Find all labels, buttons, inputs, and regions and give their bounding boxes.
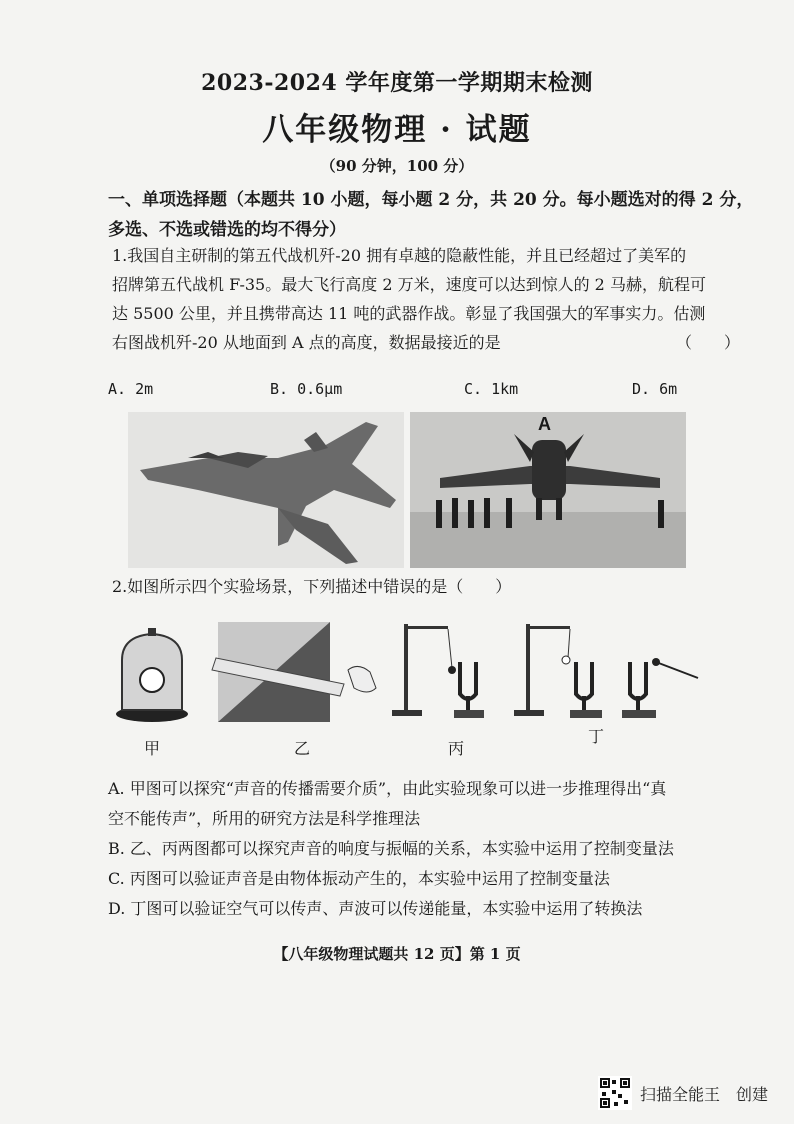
q1-line4: 右图战机歼-20 从地面到 A 点的高度，数据最接近的是 bbox=[112, 333, 501, 352]
fig-label-jia: 甲 bbox=[144, 739, 161, 758]
q1-option-b: B. 0.6μm bbox=[270, 380, 343, 398]
jet-flight-illustration bbox=[128, 412, 404, 568]
tuning-fork-figure-ding bbox=[514, 624, 698, 718]
q1-answer-paren: （ ） bbox=[675, 333, 740, 352]
q1-line2: 招牌第五代战机 F-35。最大飞行高度 2 万米，速度可以达到惊人的 2 马赫，航程可 bbox=[112, 275, 706, 294]
exam-meta: （90 分钟，100 分） bbox=[320, 157, 474, 175]
fig-label-bing: 丙 bbox=[448, 739, 465, 758]
q1-option-d: D. 6m bbox=[632, 380, 678, 398]
experiment-figures bbox=[108, 618, 718, 768]
exam-subtitle: 八年级物理 · 试题 bbox=[262, 112, 532, 148]
fig-label-ding: 丁 bbox=[588, 727, 605, 746]
q2-option-a-line2: 空不能传声”，所用的研究方法是科学推理法 bbox=[108, 809, 421, 828]
exam-title: 2023-2024 学年度第一学期期末检测 bbox=[201, 70, 593, 96]
fig-label-yi: 乙 bbox=[294, 739, 311, 758]
q2-option-b: B. 乙、丙两图都可以探究声音的响度与振幅的关系，本实验中运用了控制变量法 bbox=[108, 839, 674, 858]
qr-code-icon bbox=[598, 1076, 632, 1110]
scanner-brand-text: 扫描全能王 创建 bbox=[640, 1085, 769, 1104]
q2-option-d: D. 丁图可以验证空气可以传声、声波可以传递能量，本实验中运用了转换法 bbox=[108, 899, 643, 918]
q1-line4-wrap bbox=[112, 328, 762, 357]
tuning-fork-figure-bing bbox=[392, 624, 484, 718]
qr-code-graphic bbox=[598, 1076, 632, 1110]
jet-flight-photo bbox=[128, 412, 404, 568]
question-1 bbox=[112, 241, 762, 357]
q1-line3: 达 5500 公里，并且携带高达 11 吨的武器作战。彰显了我国强大的军事实力。估测 bbox=[112, 304, 706, 323]
section-heading-line2: 多选、不选或错选的均不得分） bbox=[108, 220, 346, 240]
q1-line1: 1.我国自主研制的第五代战机歼-20 拥有卓越的隐蔽性能，并且已经超过了美军的 bbox=[112, 246, 687, 265]
ruler-table-figure bbox=[212, 622, 376, 722]
q2-option-c: C. 丙图可以验证声音是由物体振动产生的，本实验中运用了控制变量法 bbox=[108, 869, 610, 888]
q2-answers bbox=[108, 774, 778, 924]
point-a-label: A bbox=[538, 414, 551, 434]
experiment-illustrations bbox=[108, 618, 718, 728]
q1-option-c: C. 1km bbox=[464, 380, 519, 398]
section-heading-line1: 一、单项选择题（本题共 10 小题，每小题 2 分，共 20 分。每小题选对的得 2 分， bbox=[108, 190, 754, 210]
question-2-stem: 2.如图所示四个实验场景，下列描述中错误的是（ ） bbox=[112, 577, 512, 596]
bell-jar-figure bbox=[116, 628, 188, 722]
q1-option-a: A. 2m bbox=[108, 380, 154, 398]
jet-ground-illustration bbox=[410, 412, 686, 568]
section-heading bbox=[108, 185, 768, 245]
jet-ground-photo bbox=[410, 412, 686, 568]
q2-option-a-line1: A. 甲图可以探究“声音的传播需要介质”，由此实验现象可以进一步推理得出“真 bbox=[108, 779, 667, 798]
page-footer: 【八年级物理试题共 12 页】第 1 页 bbox=[273, 945, 521, 963]
q1-options bbox=[108, 380, 778, 406]
